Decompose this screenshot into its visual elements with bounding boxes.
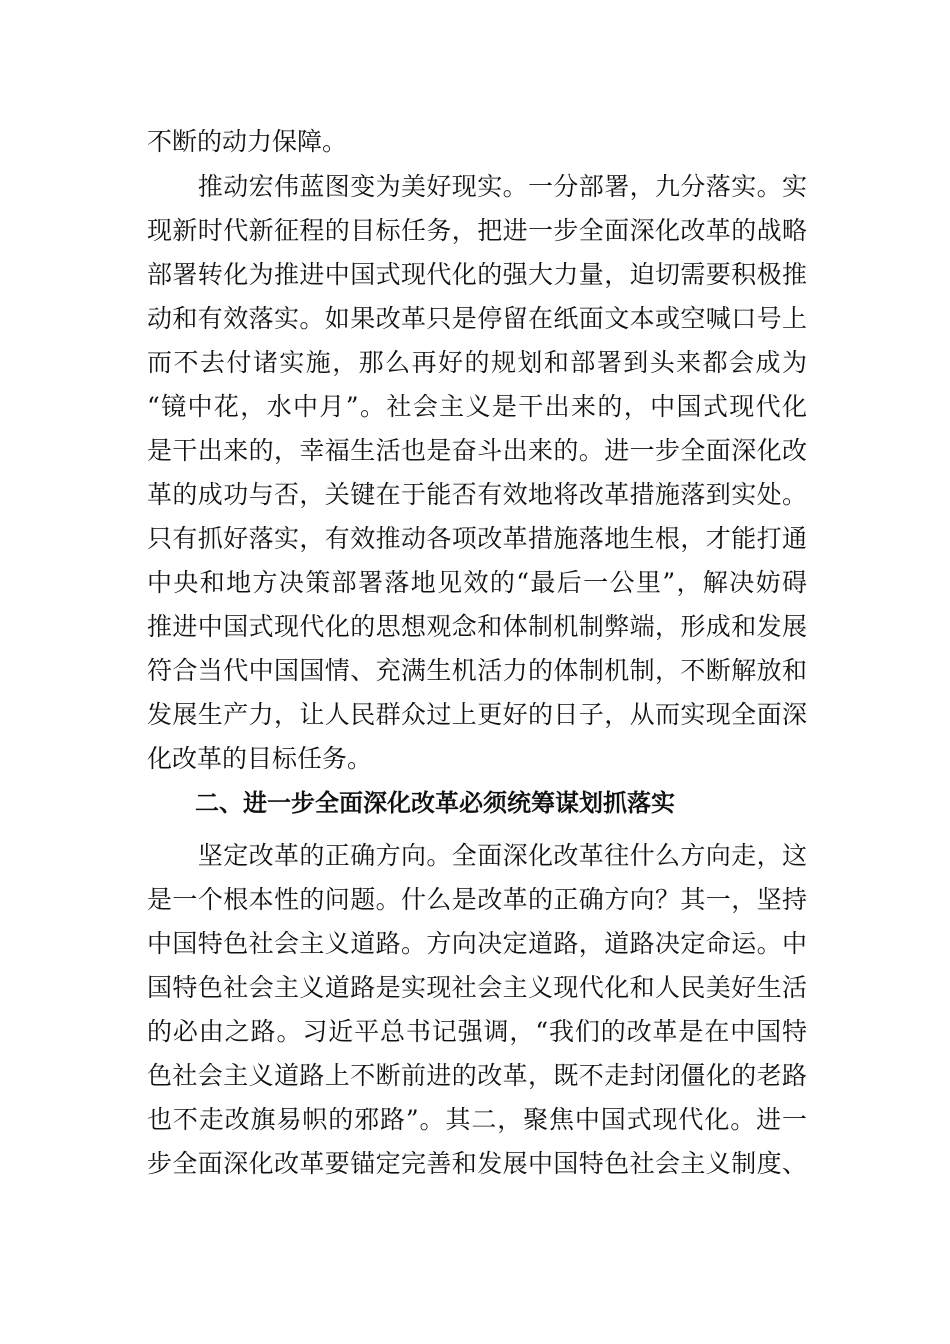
paragraph-line: 推动宏伟蓝图变为美好现实。一分部署，九分落实。实 [147, 172, 807, 201]
paragraph-line: 色社会主义道路上不断前进的改革，既不走封闭僵化的老路 [147, 1061, 807, 1090]
paragraph-line: 革的成功与否，关键在于能否有效地将改革措施落到实处。 [147, 480, 807, 509]
paragraph-line: 符合当代中国国情、充满生机活力的体制机制，不断解放和 [147, 656, 807, 685]
paragraph-line: 是干出来的，幸福生活也是奋斗出来的。进一步全面深化改 [147, 436, 807, 465]
paragraph-line: 现新时代新征程的目标任务，把进一步全面深化改革的战略 [147, 216, 807, 245]
paragraph-line: 是一个根本性的问题。什么是改革的正确方向？其一，坚持 [147, 885, 807, 914]
section-heading: 二、进一步全面深化改革必须统筹谋划抓落实 [147, 789, 675, 817]
paragraph-line: 中央和地方决策部署落地见效的“最后一公里”，解决妨碍 [147, 568, 807, 597]
paragraph-line: 而不去付诸实施，那么再好的规划和部署到头来都会成为 [147, 348, 807, 377]
paragraph-line: 化改革的目标任务。 [147, 744, 373, 773]
paragraph-line: “镜中花，水中月”。社会主义是干出来的，中国式现代化 [147, 392, 807, 421]
paragraph-line: 不断的动力保障。 [147, 127, 348, 156]
paragraph-line: 步全面深化改革要锚定完善和发展中国特色社会主义制度、 [147, 1149, 807, 1178]
paragraph-line: 中国特色社会主义道路。方向决定道路，道路决定命运。中 [147, 929, 807, 958]
paragraph-line: 发展生产力，让人民群众过上更好的日子，从而实现全面深 [147, 700, 807, 729]
paragraph-line: 只有抓好落实，有效推动各项改革措施落地生根，才能打通 [147, 524, 807, 553]
paragraph-line: 国特色社会主义道路是实现社会主义现代化和人民美好生活 [147, 973, 807, 1002]
paragraph-line: 部署转化为推进中国式现代化的强大力量，迫切需要积极推 [147, 260, 807, 289]
paragraph-line: 坚定改革的正确方向。全面深化改革往什么方向走，这 [147, 841, 807, 870]
paragraph-line: 也不走改旗易帜的邪路”。其二，聚焦中国式现代化。进一 [147, 1105, 807, 1134]
paragraph-line: 动和有效落实。如果改革只是停留在纸面文本或空喊口号上 [147, 304, 807, 333]
paragraph-line: 的必由之路。习近平总书记强调，“我们的改革是在中国特 [147, 1017, 807, 1046]
paragraph-line: 推进中国式现代化的思想观念和体制机制弊端，形成和发展 [147, 612, 807, 641]
